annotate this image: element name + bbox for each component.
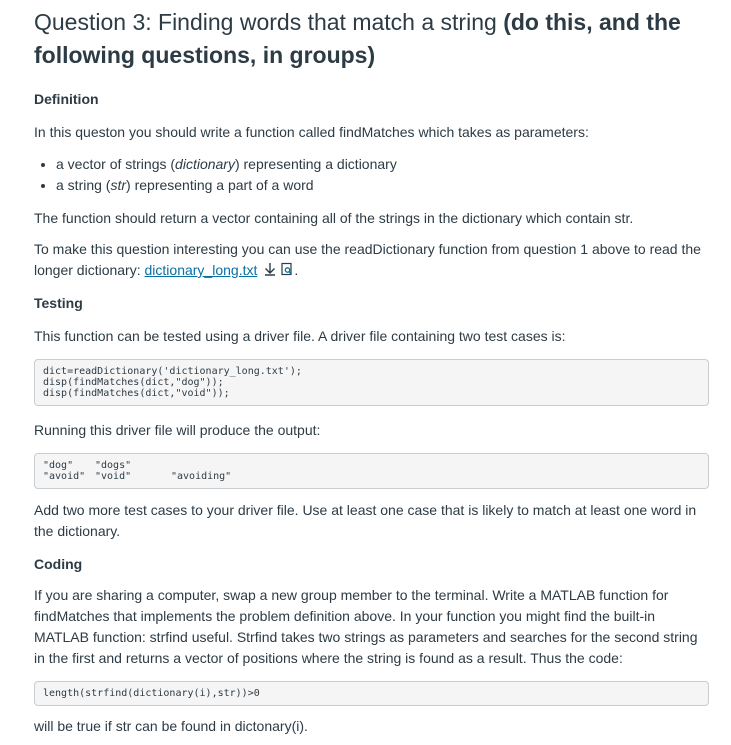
driver-code-block: [34, 359, 709, 406]
preview-icon[interactable]: [280, 261, 294, 282]
list-item: • a string (str) representing a part of a word: [56, 175, 709, 196]
parameter-list: [34, 154, 709, 196]
testing-heading: Testing: [34, 294, 83, 311]
definition-intro: In this queston you should write a function called findMatches which takes as parameters:: [34, 124, 589, 140]
definition-heading: Definition: [34, 91, 99, 107]
coding-heading: Coding: [34, 555, 83, 572]
title-plain: Question 3: Finding words that match a string: [34, 9, 504, 35]
dictionary-file-link[interactable]: dictionary_long.txt: [144, 262, 258, 278]
param-dictionary: dictionary: [175, 156, 235, 172]
code-line: disp(findMatches(dict,"void"));: [43, 387, 230, 399]
add-tests-instructions: Add two more test cases to your driver file. Use at least one case that is likely to match at least one word in the dictionary.: [34, 501, 697, 539]
output-cell: "avoiding": [171, 470, 232, 482]
dictionary-note: To make this question interesting you can use the readDictionary function from question 1 above to read the longer dictionary: dictionary_long.txt .: [34, 239, 709, 282]
output-cell: "avoid": [43, 470, 86, 482]
output-row: [43, 460, 700, 471]
download-icon[interactable]: [263, 261, 277, 282]
title-bold: (do this, and the following questions, in groups): [34, 9, 681, 68]
output-cell: "dogs": [95, 459, 132, 471]
output-cell: "void": [95, 470, 132, 482]
question-title: [34, 6, 709, 72]
code-line: dict=readDictionary('dictionary_long.txt');: [43, 365, 302, 377]
code-line: disp(findMatches(dict,"dog"));: [43, 376, 224, 388]
code-line: length(strfind(dictionary(i),str))>0: [43, 687, 260, 699]
final-note: will be true if str can be found in dictonary(i).: [34, 717, 308, 734]
param-str: str: [110, 177, 127, 193]
output-block: [34, 453, 709, 489]
strfind-code-block: [34, 681, 709, 706]
output-intro: Running this driver file will produce the output:: [34, 421, 321, 438]
output-row: [43, 471, 700, 482]
output-cell: "dog": [43, 459, 74, 471]
testing-intro: This function can be tested using a driver file. A driver file containing two test cases is:: [34, 327, 566, 344]
coding-paragraph: If you are sharing a computer, swap a new group member to the terminal. Write a MATLAB function for findMatches that implements the problem definition above. In your function you might find the built-in MATLAB function: strfind useful. Strfind takes two strings as parameters and searches for the second string in the first and returns a vector of positions where the string is found as a result. Thus the code:: [34, 586, 698, 666]
return-description: The function should return a vector containing all of the strings in the dictionary which contain str.: [34, 210, 634, 226]
list-item: • a vector of strings (dictionary) representing a dictionary: [56, 154, 709, 175]
